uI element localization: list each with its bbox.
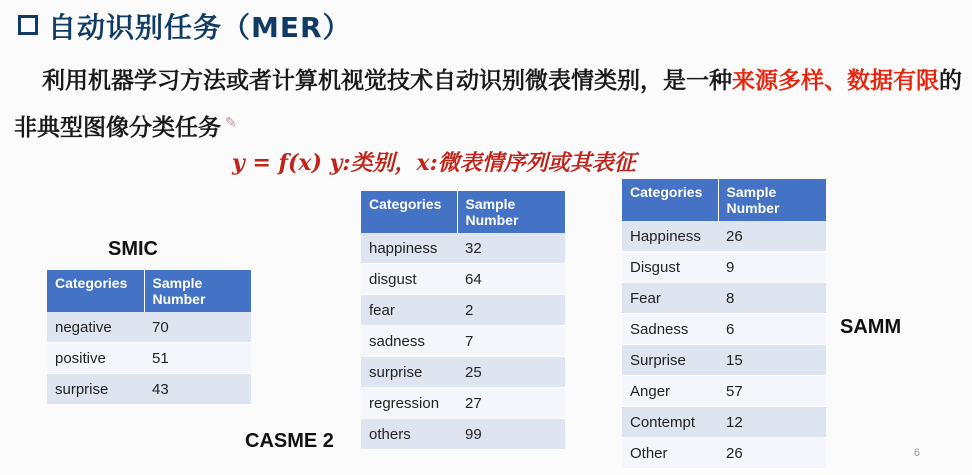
table-cell-category: Disgust [622, 252, 718, 283]
table-cell-count: 26 [718, 221, 826, 252]
table-row [622, 221, 826, 252]
table-header-row [361, 191, 565, 233]
table-row [622, 345, 826, 376]
table-cell-category: regression [361, 388, 457, 419]
smic-table [47, 270, 251, 405]
table-cell-category: surprise [361, 357, 457, 388]
table-cell-category: disgust [361, 264, 457, 295]
table-cell-count: 64 [457, 264, 565, 295]
description-part2: 的非典型图像分类任务 [14, 68, 962, 141]
slide-title-text: 自动识别任务（MER） [48, 11, 352, 44]
table-cell-category: negative [47, 312, 144, 343]
table-cell-count: 15 [718, 345, 826, 376]
table-row [622, 314, 826, 345]
column-header-categories: Categories [622, 179, 718, 221]
table-row [361, 357, 565, 388]
table-row [361, 264, 565, 295]
table-cell-category: Happiness [622, 221, 718, 252]
table-row [622, 407, 826, 438]
table-cell-count: 6 [718, 314, 826, 345]
table-row [622, 438, 826, 469]
column-header-sample-number: Sample Number [457, 191, 565, 233]
table-row [47, 374, 251, 405]
samm-label: SAMM [840, 316, 902, 338]
table-cell-count: 51 [144, 343, 251, 374]
table-cell-category: Contempt [622, 407, 718, 438]
table-cell-category: Anger [622, 376, 718, 407]
page-number: 6 [913, 447, 920, 459]
description-part1: 利用机器学习方法或者计算机视觉技术自动识别微表情类别，是一种 [42, 68, 732, 94]
table-cell-category: Fear [622, 283, 718, 314]
column-header-categories: Categories [361, 191, 457, 233]
table-header-row [622, 179, 826, 221]
table-cell-category: fear [361, 295, 457, 326]
table-cell-category: surprise [47, 374, 144, 405]
table-cell-count: 32 [457, 233, 565, 264]
table-cell-count: 9 [718, 252, 826, 283]
description-highlight: 来源多样、数据有限 [732, 68, 939, 94]
column-header-sample-number: Sample Number [718, 179, 826, 221]
table-row [47, 343, 251, 374]
table-cell-count: 27 [457, 388, 565, 419]
table-cell-count: 70 [144, 312, 251, 343]
casme2-table [361, 191, 565, 450]
casme2-label: CASME 2 [245, 430, 334, 452]
table-row [361, 419, 565, 450]
table-cell-category: others [361, 419, 457, 450]
table-cell-category: happiness [361, 233, 457, 264]
table-row [622, 283, 826, 314]
table-cell-count: 99 [457, 419, 565, 450]
table-cell-category: Other [622, 438, 718, 469]
table-cell-count: 2 [457, 295, 565, 326]
smic-label: SMIC [108, 238, 158, 260]
table-cell-count: 7 [457, 326, 565, 357]
table-cell-category: positive [47, 343, 144, 374]
table-cell-category: Sadness [622, 314, 718, 345]
description [14, 60, 964, 149]
table-row [361, 388, 565, 419]
table-row [47, 312, 251, 343]
table-row [361, 233, 565, 264]
slide-title [18, 6, 352, 46]
table-cell-count: 12 [718, 407, 826, 438]
square-bullet-icon [18, 15, 38, 35]
table-row [361, 295, 565, 326]
column-header-categories: Categories [47, 270, 144, 312]
table-cell-count: 25 [457, 357, 565, 388]
table-row [361, 326, 565, 357]
table-cell-count: 43 [144, 374, 251, 405]
formula: y = f(x) y:类别，x:微表情序列或其表征 [232, 150, 636, 176]
column-header-sample-number: Sample Number [144, 270, 251, 312]
table-row [622, 376, 826, 407]
table-cell-count: 26 [718, 438, 826, 469]
samm-table [622, 179, 826, 469]
table-cell-category: Surprise [622, 345, 718, 376]
table-cell-count: 8 [718, 283, 826, 314]
table-cell-category: sadness [361, 326, 457, 357]
table-cell-count: 57 [718, 376, 826, 407]
table-row [622, 252, 826, 283]
pen-cursor-icon: ✎ [225, 115, 237, 131]
table-header-row [47, 270, 251, 312]
